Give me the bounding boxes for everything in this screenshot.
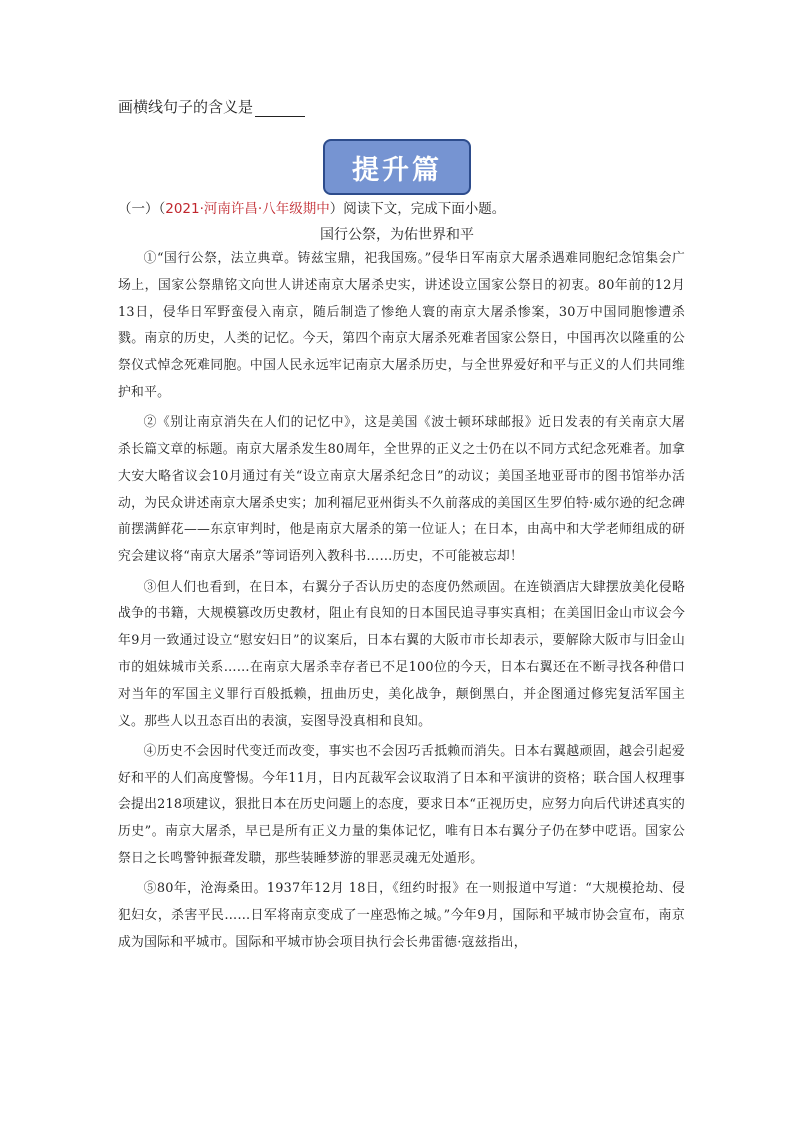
- article-paragraph-5: ⑤80年，沧海桑田。1937年12月 18日，《纽约时报》在一则报道中写道：“大规模抢劫、侵犯妇女，杀害平民……日军将南京变成了一座恐怖之城。”今年9月，国际和平城市协会宣布，南京成为国际和平城市。国际和平城市协会项目执行会长弗雷德·寇兹指出，: [118, 881, 685, 950]
- article-paragraph-1: ①“国行公祭，法立典章。铸兹宝鼎，祀我国殇。”侵华日军南京大屠杀遇难同胞纪念馆集会广场上，国家公祭鼎铭文向世人讲述南京大屠杀史实，讲述设立国家公祭日的初衷。80年前的12月13日，侵华日军野蛮侵入南京，随后制造了惨绝人寰的南京大屠杀惨案，30万中国同胞惨遭杀戮。南京的历史，人类的记忆。今天，第四个南京大屠杀死难者国家公祭日，中国再次以隆重的公祭仪式悼念死难同胞。中国人民永远牢记南京大屠杀历史，与全世界爱好和平与正义的人们共同维护和平。: [118, 251, 685, 400]
- question-line: [118, 96, 305, 117]
- question-source: [118, 197, 505, 217]
- article-title: 国行公祭，为佑世界和平: [320, 227, 474, 243]
- article-paragraph-2: ②《别让南京消失在人们的记忆中》，这是美国《波士顿环球邮报》近日发表的有关南京大屠杀长篇文章的标题。南京大屠杀发生80周年，全世界的正义之士仍在以不同方式纪念死难者。加拿大安大略省议会10月通过有关“设立南京大屠杀纪念日”的动议；美国圣地亚哥市的图书馆举办活动，为民众讲述南京大屠杀史实；加利福尼亚州街头不久前落成的美国区生罗伯特·威尔逊的纪念碑前摆满鲜花——东京审判时，他是南京大屠杀的第一位证人；在日本，由高中和大学老师组成的研究会建议将“南京大屠杀”等词语列入教科书……历史，不可能被忘却！: [118, 415, 685, 565]
- answer-blank: [255, 102, 305, 117]
- source-instruction: ）阅读下文，完成下面小题。: [329, 201, 506, 217]
- question-text: 画横线句子的含义是: [118, 98, 254, 116]
- article-body: [118, 246, 685, 960]
- section-banner-label: 提升篇: [352, 154, 442, 186]
- source-prefix: （一）（: [118, 201, 166, 217]
- article-paragraph-3: ③但人们也看到，在日本，右翼分子否认历史的态度仍然顽固。在连锁酒店大肆摆放美化侵略战争的书籍，大规模篡改历史教材，阻止有良知的日本国民追寻事实真相；在美国旧金山市议会今年9月一致通过设立“慰安妇日”的议案后，日本右翼的大阪市市长却表示，要解除大阪市与旧金山市的姐妹城市关系……在南京大屠杀幸存者已不足100位的今天，日本右翼还在不断寻找各种借口对当年的军国主义罪行百般抵赖，扭曲历史，美化战争，颠倒黑白，并企图通过修宪复活军国主义。那些人以丑态百出的表演，妄图导没真相和良知。: [118, 579, 685, 729]
- section-banner: [323, 139, 471, 195]
- article-paragraph-4: ④历史不会因时代变迁而改变，事实也不会因巧舌抵赖而消失。日本右翼越顽固，越会引起爱好和平的人们高度警惕。今年11月，日内瓦裁军会议取消了日本和平演讲的资格；联合国人权理事会提出218项建议，狠批日本在历史问题上的态度，要求日本“正视历史，应努力向后代讲述真实的历史”。南京大屠杀，早已是所有正义力量的集体记忆，唯有日本右翼分子仍在梦中呓语。国家公祭日之长鸣警钟振聋发聩，那些装睡梦游的罪恶灵魂无处遁形。: [118, 743, 685, 867]
- source-tag: 2021·河南许昌·八年级期中: [165, 201, 330, 217]
